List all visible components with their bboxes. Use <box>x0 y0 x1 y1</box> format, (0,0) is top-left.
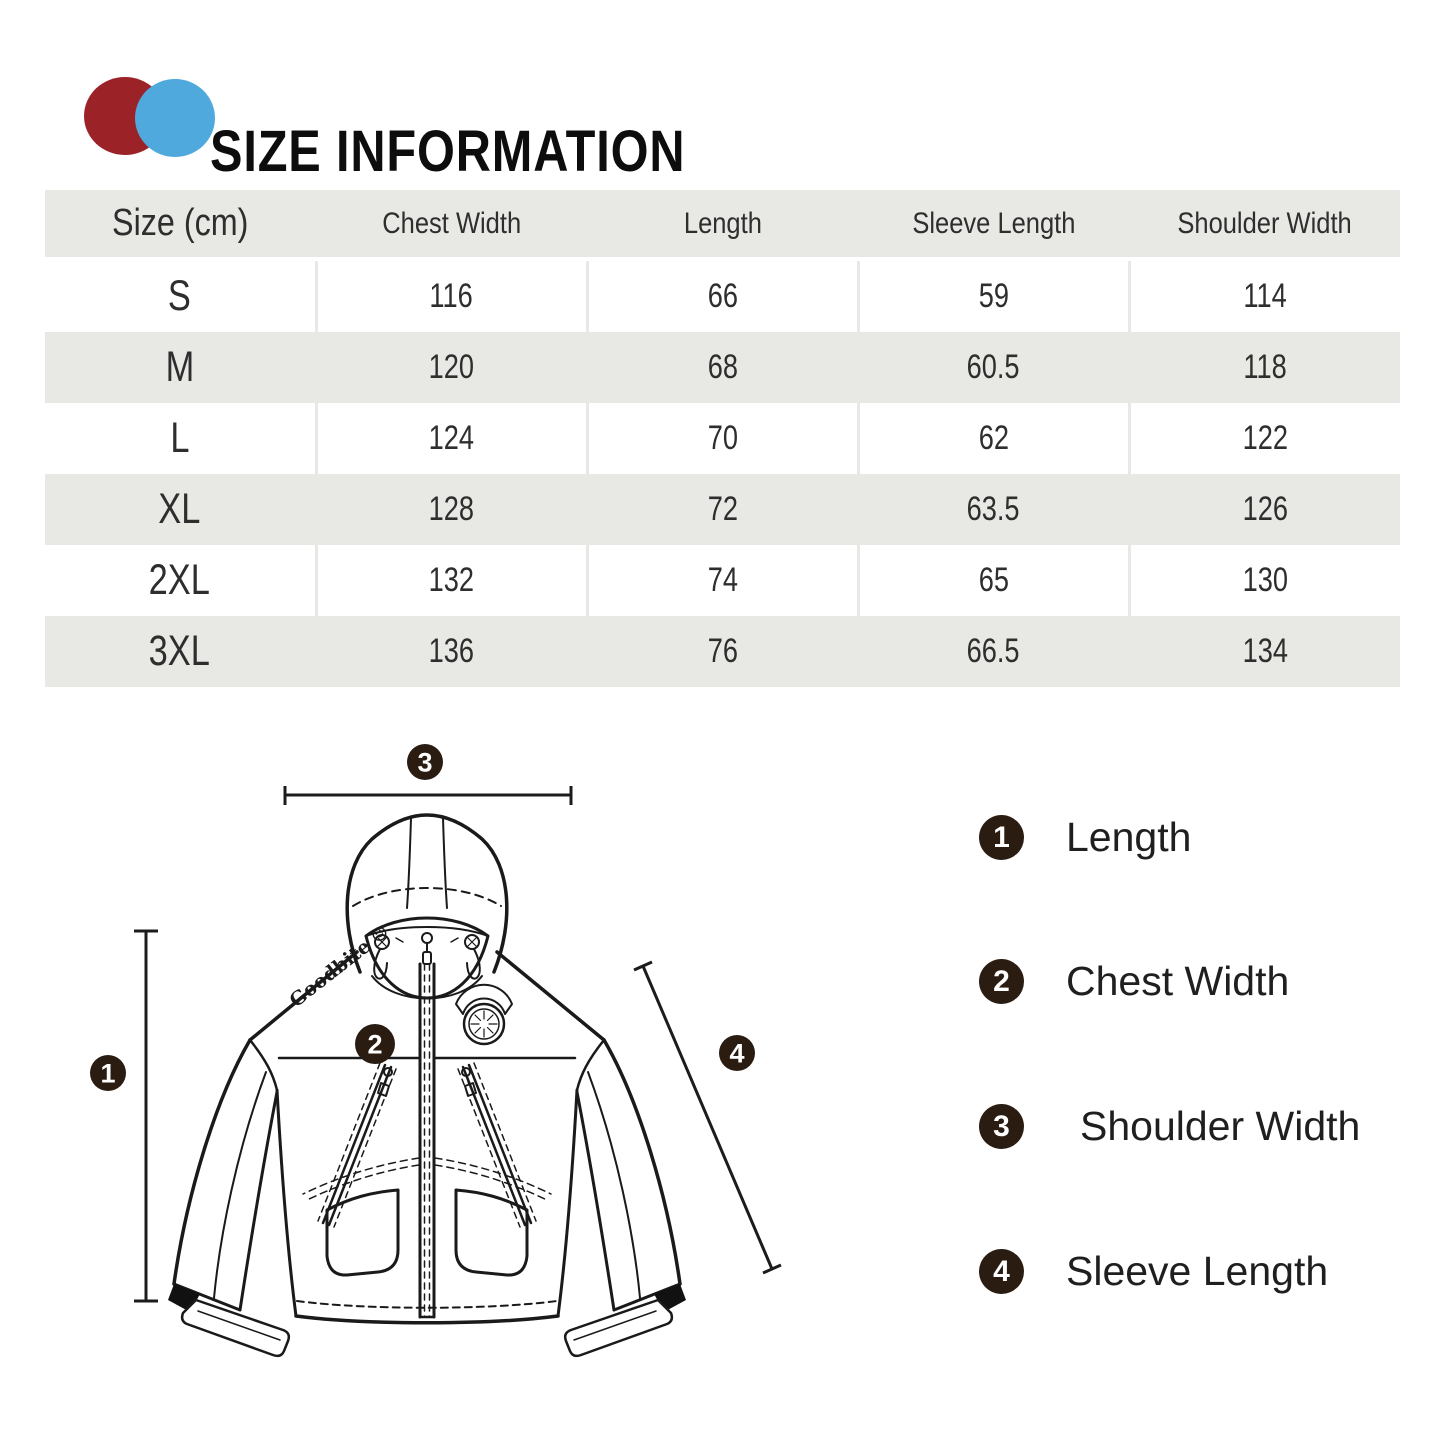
legend-dot-4: 4 <box>979 1249 1024 1294</box>
cell-value: 128 <box>316 474 587 545</box>
cell-value: 126 <box>1129 474 1400 545</box>
cell-value: 72 <box>587 474 858 545</box>
column-header-length: Length <box>587 190 858 259</box>
cell-value: 120 <box>316 332 587 403</box>
table-row-l <box>45 403 1400 474</box>
cell-value: 134 <box>1129 616 1400 687</box>
legend-item-shoulder-width <box>979 1104 1360 1149</box>
legend-label: Length <box>1066 814 1192 860</box>
cell-value: 66.5 <box>858 616 1129 687</box>
table-header-row <box>45 190 1400 259</box>
cell-value: 68 <box>587 332 858 403</box>
cell-value: 132 <box>316 545 587 616</box>
svg-text:4: 4 <box>729 1038 745 1069</box>
cell-size: L <box>45 403 316 474</box>
measure-line-1-length <box>90 931 158 1301</box>
cell-value: 66 <box>587 259 858 332</box>
cell-value: 118 <box>1129 332 1400 403</box>
cell-value: 136 <box>316 616 587 687</box>
cell-value: 76 <box>587 616 858 687</box>
cell-size: 2XL <box>45 545 316 616</box>
cell-size: XL <box>45 474 316 545</box>
cell-size: S <box>45 259 316 332</box>
legend-item-length <box>979 815 1191 860</box>
sleeve-left <box>168 1040 289 1356</box>
hem-stitch <box>297 1301 557 1308</box>
hood <box>347 815 507 999</box>
cell-value: 116 <box>316 259 587 332</box>
cell-value: 74 <box>587 545 858 616</box>
legend-label: Chest Width <box>1066 958 1290 1004</box>
measure-line-4-sleeve-length <box>634 962 781 1273</box>
cell-value: 65 <box>858 545 1129 616</box>
sleeve-right <box>565 1040 686 1356</box>
measure-line-3-shoulder-width <box>285 744 571 805</box>
cell-value: 124 <box>316 403 587 474</box>
svg-text:2: 2 <box>367 1029 383 1060</box>
cell-value: 130 <box>1129 545 1400 616</box>
cell-value: 60.5 <box>858 332 1129 403</box>
size-table <box>45 190 1400 687</box>
center-zipper <box>420 933 434 1317</box>
hood-drawcords <box>374 935 480 979</box>
chest-zipper-left <box>318 1063 396 1227</box>
table-row-xl <box>45 474 1400 545</box>
svg-text:1: 1 <box>100 1058 116 1089</box>
badge-logo-icon <box>456 985 512 1044</box>
cell-value: 59 <box>858 259 1129 332</box>
legend-label: Shoulder Width <box>1080 1103 1361 1149</box>
table-row-m <box>45 332 1400 403</box>
column-header-chest-width: Chest Width <box>316 190 587 259</box>
chest-zipper-right <box>458 1063 536 1227</box>
measure-marker-2-chest-width <box>355 1024 395 1064</box>
column-header-shoulder-width: Shoulder Width <box>1129 190 1400 259</box>
legend-dot-3: 3 <box>979 1104 1024 1149</box>
cell-size: 3XL <box>45 616 316 687</box>
brand-text: Goodbite ☺ <box>285 920 394 1012</box>
legend-dot-1: 1 <box>979 815 1024 860</box>
cell-value: 63.5 <box>858 474 1129 545</box>
column-header-size: Size (cm) <box>45 190 316 259</box>
jacket-diagram <box>0 735 900 1453</box>
table-row-2xl <box>45 545 1400 616</box>
cell-size: M <box>45 332 316 403</box>
column-header-sleeve-length: Sleeve Length <box>858 190 1129 259</box>
svg-text:3: 3 <box>417 747 433 778</box>
cell-value: 70 <box>587 403 858 474</box>
table-row-3xl <box>45 616 1400 687</box>
cell-value: 122 <box>1129 403 1400 474</box>
cell-value: 62 <box>858 403 1129 474</box>
legend-item-sleeve-length <box>979 1249 1328 1294</box>
legend-dot-2: 2 <box>979 959 1024 1004</box>
table-row-s <box>45 259 1400 332</box>
logo-circle-blue-icon <box>135 79 215 157</box>
page-title: SIZE INFORMATION <box>210 118 686 184</box>
cell-value: 114 <box>1129 259 1400 332</box>
legend-label: Sleeve Length <box>1066 1248 1329 1294</box>
legend-item-chest-width <box>979 959 1289 1004</box>
